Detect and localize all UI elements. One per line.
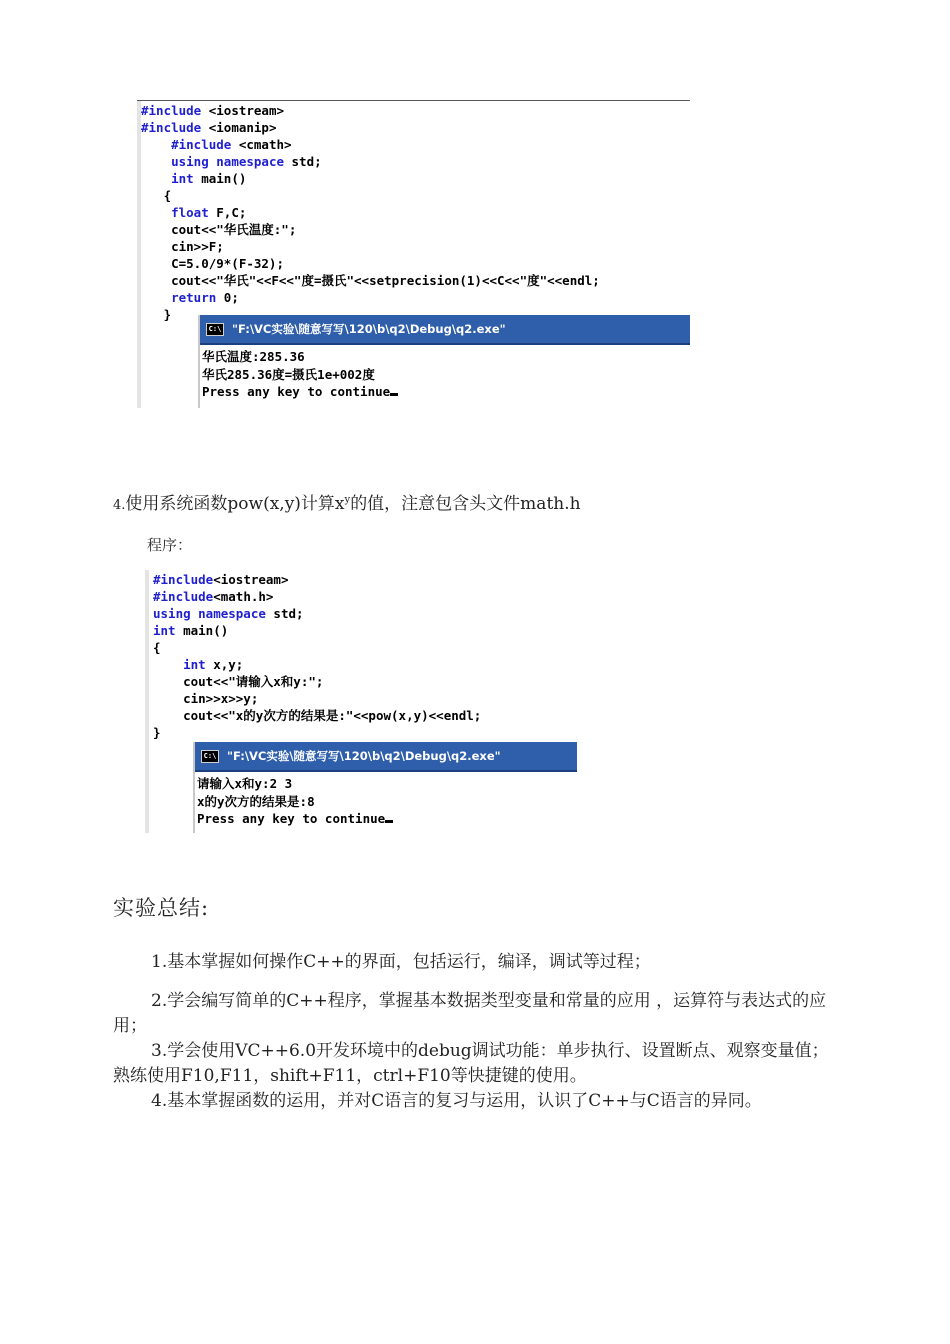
console-line: Press any key to continue [202, 384, 391, 399]
console-line: 请输入x和y:2 3 [197, 776, 293, 791]
code-text [141, 290, 171, 305]
code-line [141, 256, 284, 271]
console-title-1: "F:\VC实验\随意写写\120\b\q2\Debug\q2.exe" [232, 322, 506, 336]
code-screenshot-1 [137, 100, 690, 408]
code-line [141, 222, 296, 237]
code-text [153, 657, 183, 672]
code-text: } [153, 725, 161, 740]
code-text: { [141, 188, 172, 203]
console-title-2: "F:\VC实验\随意写写\120\b\q2\Debug\q2.exe" [227, 749, 501, 763]
code-line [153, 572, 288, 587]
code-line [141, 273, 600, 288]
code-line [141, 103, 284, 118]
code-text [141, 137, 171, 152]
code-line [141, 205, 246, 220]
console-output-2 [195, 772, 577, 828]
code-text: 0; [216, 290, 239, 305]
code-text [141, 154, 171, 169]
code-keyword: #include [153, 572, 214, 587]
code-line [153, 640, 161, 655]
code-line [141, 290, 239, 305]
code-text [141, 205, 171, 220]
code-text: } [141, 307, 172, 322]
code-text: std; [265, 606, 304, 621]
console-icon: C:\ [206, 323, 224, 336]
code-line [141, 154, 322, 169]
code-text [141, 171, 171, 186]
task-4-heading [113, 489, 581, 514]
code-line [153, 674, 323, 689]
code-keyword: int [183, 657, 206, 672]
code-text: main() [175, 623, 229, 638]
screenshot-left-border [145, 570, 149, 833]
code-line [141, 137, 292, 152]
summary-heading: 实验总结: [113, 896, 210, 920]
code-keyword: int [171, 171, 194, 186]
code-keyword: return [171, 290, 217, 305]
code-line [141, 188, 171, 203]
summary-list [113, 950, 843, 1114]
text-cursor [385, 820, 393, 823]
console-titlebar-1 [200, 315, 690, 345]
code-text: <iostream> [213, 572, 289, 587]
code-text: cin>>F; [141, 239, 224, 254]
code-text: x,y; [205, 657, 244, 672]
console-window-2 [193, 742, 577, 833]
code-text: C=5.0/9*(F-32); [141, 256, 284, 271]
code-text: cout<<"x的y次方的结果是:"<<pow(x,y)<<endl; [153, 708, 482, 723]
code-line [153, 708, 481, 723]
code-text: <iostream> [201, 103, 285, 118]
console-window-1 [198, 315, 690, 408]
code-text: cout<<"华氏温度:"; [141, 222, 297, 237]
code-text: F,C; [208, 205, 247, 220]
code-line [153, 623, 228, 638]
console-line: Press any key to continue [197, 811, 386, 826]
code-text: <math.h> [213, 589, 274, 604]
code-line [141, 171, 246, 186]
text-cursor [390, 393, 398, 396]
code-text: std; [284, 154, 322, 169]
code-text: cout<<"华氏"<<F<<"度=摄氏"<<setprecision(1)<<C<<"度"<<endl; [141, 273, 600, 288]
console-line: 华氏285.36度=摄氏1e+002度 [202, 366, 375, 382]
code-text: <iomanip> [201, 120, 277, 135]
code-line [141, 239, 224, 254]
code-keyword: using namespace [171, 154, 284, 169]
summary-item: 4.基本掌握函数的运用，并对C语言的复习与运用，认识了C++与C语言的异同。 [151, 1091, 762, 1111]
code-line [153, 606, 304, 621]
task-superscript: y [344, 494, 351, 506]
code-keyword: #include [153, 589, 214, 604]
code-line [153, 725, 161, 740]
source-code-2 [153, 571, 481, 741]
code-keyword: using namespace [153, 606, 266, 621]
task-number: 4. [113, 498, 126, 513]
code-text: main() [193, 171, 247, 186]
code-line [141, 307, 171, 322]
code-line [141, 120, 276, 135]
console-output-1 [200, 345, 690, 401]
code-text: { [153, 640, 161, 655]
source-code-1 [141, 102, 600, 323]
task-text: 使用系统函数pow(x,y)计算x [125, 494, 345, 514]
console-titlebar-2 [195, 742, 577, 772]
code-text: cin>>x>>y; [153, 691, 259, 706]
console-line: 华氏温度:285.36 [202, 349, 305, 364]
summary-item: 1.基本掌握如何操作C++的界面，包括运行，编译，调试等过程； [151, 952, 651, 972]
code-line [153, 691, 258, 706]
console-icon: C:\ [201, 750, 219, 763]
code-text: <cmath> [231, 137, 292, 152]
code-keyword: #include [171, 137, 232, 152]
code-screenshot-2 [145, 570, 577, 833]
task-text-end: 的值，注意包含头文件math.h [350, 494, 581, 514]
program-label: 程序： [147, 536, 193, 554]
code-keyword: #include [141, 120, 202, 135]
summary-item: 2.学会编写简单的C++程序，掌握基本数据类型变量和常量的应用 ，运算符与表达式的应用； [113, 991, 827, 1036]
code-keyword: #include [141, 103, 202, 118]
code-line [153, 657, 243, 672]
code-line [153, 589, 273, 604]
summary-item: 3.学会使用VC++6.0开发环境中的debug调试功能：单步执行、设置断点、观察变量值；熟练使用F10,F11，shift+F11，ctrl+F10等快捷键的使用。 [113, 1041, 829, 1086]
console-line: x的y次方的结果是:8 [197, 793, 315, 809]
code-keyword: int [153, 623, 176, 638]
code-text: cout<<"请输入x和y:"; [153, 674, 324, 689]
code-keyword: float [171, 205, 209, 220]
